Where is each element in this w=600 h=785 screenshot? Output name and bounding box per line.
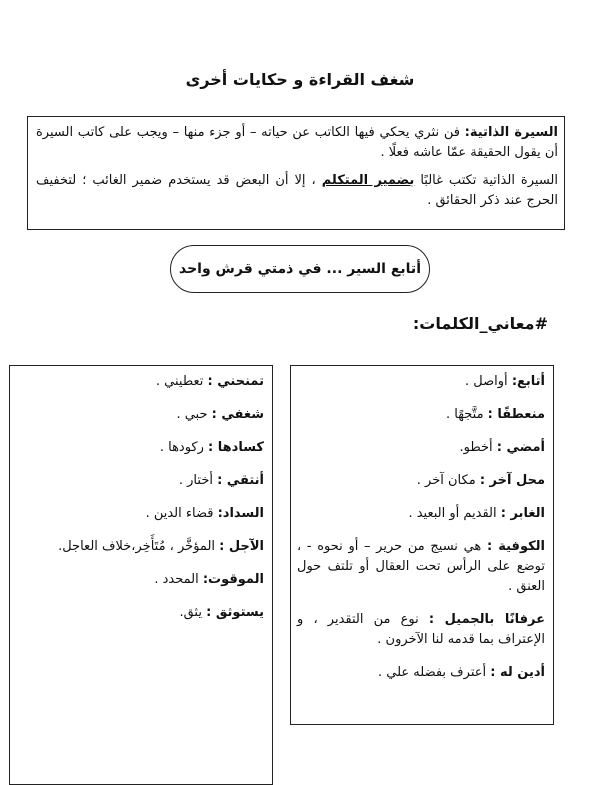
vocab-entry: [16, 372, 264, 392]
vocab-entry: [297, 504, 545, 524]
page-title: شغف القراءة و حكايات أخرى: [185, 70, 415, 89]
vocab-meaning: أعترف بفضله علي .: [378, 665, 491, 680]
definition-paragraph-1: [36, 123, 558, 163]
definition-highlight: بضمير المتكلم: [321, 173, 415, 188]
vocab-column-left: [9, 365, 273, 785]
definition-term: السيرة الذاتية:: [464, 125, 559, 140]
vocab-entry: [297, 610, 545, 650]
vocab-term: أنتقي :: [217, 473, 264, 488]
vocab-meaning: يثق.: [179, 605, 207, 620]
vocab-term: تمنحني :: [207, 374, 264, 389]
vocab-term: يستوثق :: [206, 605, 264, 620]
vocab-meaning: قضاء الدين .: [145, 506, 218, 521]
definition-text-before: السيرة الذاتية تكتب غالبًا: [414, 173, 559, 188]
vocab-meaning: نوع من التقدير ، و الإعتراف بما قدمه لنا الآخرون .: [297, 612, 545, 647]
vocab-term: عرفانًا بالجميل :: [428, 612, 545, 627]
vocab-term: أتابع:: [511, 374, 545, 389]
vocab-meaning: هي نسيج من حرير – أو نحوه - ، توضع على الرأس تحت العقال أو تلتف حول العنق .: [297, 539, 545, 594]
vocab-meaning: مكان آخر .: [416, 473, 480, 488]
vocab-column-right: [290, 365, 554, 725]
vocab-meaning: تعطيني .: [155, 374, 208, 389]
vocab-term: أمضي :: [496, 440, 545, 455]
definition-text-after: ، إلا أن البعض قد يستخدم ضمير الغائب ؛ لتخفيف الحرج عند ذكر الحقائق .: [36, 173, 558, 208]
vocab-term: أدين له :: [490, 665, 545, 680]
vocab-meaning: حبي .: [176, 407, 212, 422]
lesson-pill: [170, 245, 430, 293]
vocab-entry: [16, 570, 264, 590]
vocab-meaning: المحدد .: [154, 572, 203, 587]
vocab-term: شغفي :: [211, 407, 264, 422]
vocab-entry: [297, 471, 545, 491]
vocab-heading: #معاني_الكلمات:: [412, 314, 548, 333]
vocab-meaning: أختار .: [178, 473, 218, 488]
vocab-entry: [16, 603, 264, 623]
vocab-entry: [16, 471, 264, 491]
vocab-term: الآجل :: [219, 539, 264, 554]
vocab-meaning: القديم أو البعيد .: [408, 506, 501, 521]
vocab-term: الكوفية :: [486, 539, 545, 554]
vocab-entry: [297, 372, 545, 392]
vocab-entry: [297, 537, 545, 597]
vocab-term: كسادها :: [208, 440, 264, 455]
vocab-meaning: متَّجهًا .: [446, 407, 488, 422]
definition-paragraph-2: [36, 171, 558, 211]
vocab-entry: [16, 537, 264, 557]
vocab-term: منعطفًا :: [487, 407, 545, 422]
vocab-meaning: ركودها .: [159, 440, 209, 455]
lesson-pill-text: أتابع السير ... في ذمتي قرش واحد: [179, 261, 421, 277]
vocab-entry: [297, 405, 545, 425]
vocab-meaning: أواصل .: [465, 374, 512, 389]
vocab-term: السداد:: [217, 506, 264, 521]
vocab-entry: [16, 504, 264, 524]
vocab-entry: [16, 438, 264, 458]
definition-box: [27, 116, 565, 230]
vocab-meaning: أخطو.: [459, 440, 497, 455]
vocab-entry: [297, 438, 545, 458]
vocab-entry: [16, 405, 264, 425]
vocab-term: محل آخر :: [479, 473, 545, 488]
definition-text: فن نثري يحكي فيها الكاتب عن حياته – أو جزء منها – ويجب على كاتب السيرة أن يقول الحقيقة عمّا عاشه فعلًا .: [36, 125, 558, 160]
vocab-term: الغابر :: [500, 506, 545, 521]
vocab-meaning: المؤخَّر ، مُتَأَخِر،خلاف العاجل.: [58, 539, 220, 554]
vocab-term: الموقوت:: [202, 572, 264, 587]
vocab-entry: [297, 663, 545, 683]
